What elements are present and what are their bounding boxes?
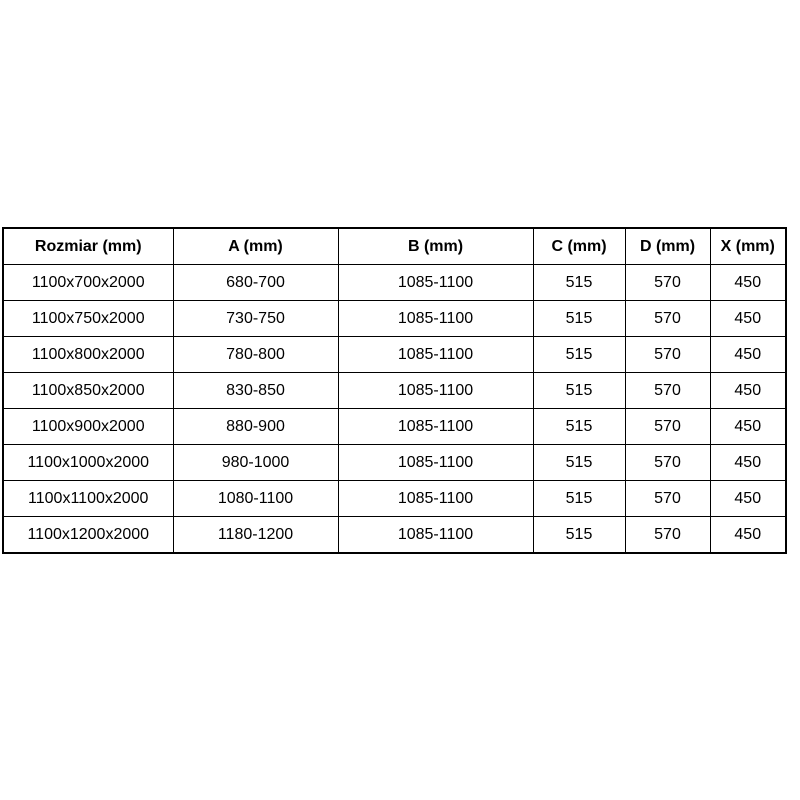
table-row [3, 337, 786, 373]
table-cell: 450 [710, 373, 786, 409]
table-cell: 1100x1200x2000 [3, 517, 173, 554]
header-cell-b: B (mm) [338, 228, 533, 265]
table-cell: 1100x900x2000 [3, 409, 173, 445]
table-cell: 450 [710, 265, 786, 301]
table-cell: 980-1000 [173, 445, 338, 481]
table-cell: 515 [533, 373, 625, 409]
table-cell: 1100x800x2000 [3, 337, 173, 373]
table-cell: 1100x850x2000 [3, 373, 173, 409]
table-row [3, 301, 786, 337]
header-row [3, 228, 786, 265]
table-cell: 1085-1100 [338, 337, 533, 373]
table-cell: 570 [625, 517, 710, 554]
header-cell-d: D (mm) [625, 228, 710, 265]
table-cell: 570 [625, 373, 710, 409]
table-cell: 1085-1100 [338, 301, 533, 337]
table-row [3, 517, 786, 554]
table-row [3, 265, 786, 301]
table-cell: 515 [533, 409, 625, 445]
table-cell: 570 [625, 445, 710, 481]
table-row [3, 445, 786, 481]
table-cell: 450 [710, 337, 786, 373]
header-cell-rozmiar: Rozmiar (mm) [3, 228, 173, 265]
table-cell: 1085-1100 [338, 517, 533, 554]
table-cell: 730-750 [173, 301, 338, 337]
size-table [2, 227, 787, 554]
table-row [3, 373, 786, 409]
table-cell: 450 [710, 409, 786, 445]
header-cell-c: C (mm) [533, 228, 625, 265]
table-cell: 515 [533, 337, 625, 373]
header-cell-a: A (mm) [173, 228, 338, 265]
table-cell: 880-900 [173, 409, 338, 445]
table-cell: 1180-1200 [173, 517, 338, 554]
table-cell: 1085-1100 [338, 445, 533, 481]
table-cell: 570 [625, 265, 710, 301]
table-cell: 1100x1000x2000 [3, 445, 173, 481]
table-row [3, 481, 786, 517]
table-cell: 570 [625, 301, 710, 337]
table-cell: 570 [625, 409, 710, 445]
table-cell: 1100x700x2000 [3, 265, 173, 301]
table-cell: 830-850 [173, 373, 338, 409]
table-cell: 515 [533, 445, 625, 481]
table-row [3, 409, 786, 445]
table-header [3, 228, 786, 265]
table-cell: 1085-1100 [338, 409, 533, 445]
table-cell: 680-700 [173, 265, 338, 301]
table-cell: 780-800 [173, 337, 338, 373]
table-cell: 1085-1100 [338, 265, 533, 301]
header-cell-x: X (mm) [710, 228, 786, 265]
table-cell: 570 [625, 337, 710, 373]
table-cell: 1080-1100 [173, 481, 338, 517]
table-cell: 450 [710, 481, 786, 517]
table-cell: 515 [533, 481, 625, 517]
table-cell: 450 [710, 517, 786, 554]
table-cell: 570 [625, 481, 710, 517]
table-body [3, 265, 786, 554]
table-cell: 515 [533, 301, 625, 337]
table-cell: 1085-1100 [338, 481, 533, 517]
table-cell: 450 [710, 301, 786, 337]
table-cell: 1100x750x2000 [3, 301, 173, 337]
table-cell: 515 [533, 517, 625, 554]
table-cell: 450 [710, 445, 786, 481]
table-cell: 1100x1100x2000 [3, 481, 173, 517]
table-cell: 515 [533, 265, 625, 301]
table-cell: 1085-1100 [338, 373, 533, 409]
